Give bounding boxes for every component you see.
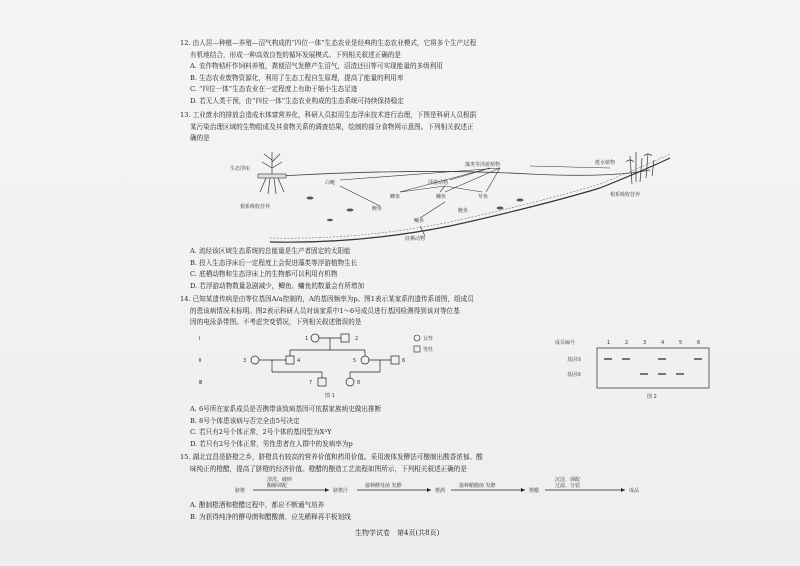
member-1: 1 [305, 336, 309, 342]
q14-stem-line: 因的电泳条带图。不考虑突变情况，下列相关叙述错误的是 [190, 318, 362, 327]
q14-option-c: C. 若只有2号个体正常，2号个体的基因型为XᴬY [190, 428, 332, 437]
electrophoresis-figure [555, 336, 715, 402]
fig2-col-2: 2 [625, 340, 629, 346]
q14-options [190, 404, 750, 450]
q14-option-a: A. 6号所在家系成员是否携带该致病基因可依据家族病史做出推断 [190, 405, 382, 413]
q12-stem-line: 有机地结合，形成一种高效良性的循环发展模式。下列相关叙述正确的是 [190, 50, 401, 59]
q13-stem-line: 确的是 [190, 134, 210, 143]
label-bighead: 鳙鱼 [414, 218, 425, 224]
member-8: 8 [357, 380, 361, 386]
svg-text:接种醋酸菌 发酵: 接种醋酸菌 发酵 [459, 483, 496, 489]
q13-stem-line: 13. 工业废水的排放会造成水体富营养化，科研人员拟用生态浮床技术进行治理，下图是科研人员根据 [180, 111, 477, 119]
q13-option-a: A. 流经该区域生态系统的总能量是生产者固定的太阳能 [190, 247, 351, 255]
q15-option-b: B. 为获得纯净的酵母菌和醋酸菌，应先稀释再平板划线 [190, 512, 351, 521]
q15-stem-line: 15. 湖北宜昌是脐橙之乡，脐橙具有较高的营养价值和药用价值。采用液体发酵法可酿制出酸香浓郁、酸 [180, 453, 483, 461]
q13-option-c: C. 底栖动物和生态浮床上的生物都可以利用有机物 [190, 270, 338, 279]
svg-text:沉淀、调配: 沉淀、调配 [555, 477, 581, 483]
q13-option-b: B. 投入生态浮床后一定程度上会促进藻类等浮游植物生长 [190, 258, 358, 267]
q15-stem-line: 味纯正的橙醋，提高了脐橙的经济价值。橙醋的酿造工艺流程如图所示，下列相关叙述正确的是 [190, 464, 467, 473]
fig2-col-5: 5 [679, 340, 683, 346]
question-13 [180, 110, 740, 145]
pedigree-figure [195, 332, 535, 400]
label-fish3: 草鱼 [478, 194, 489, 200]
flow-step-2: 脐橙汁 [333, 488, 349, 494]
q12-option-d: D. 若无人类干预，由“四位一体”生态农业构成的生态系统可持续保持稳定 [190, 96, 404, 105]
q14-stem-line: 14. 已知某遗传病是由等位基因A/a控制的，A的基因频率为p。图1表示某家系的遗传系谱图，组成员 [180, 295, 474, 303]
member-4: 4 [297, 358, 301, 364]
gen-II-label: Ⅱ [199, 358, 202, 364]
label-reed: 挺水植物 [595, 160, 616, 166]
flow-step-1: 脐橙 [235, 488, 246, 494]
q12-option-b: B. 生态农业废物资源化，利用了生态工程自生原理，提高了能量的利用率 [190, 73, 404, 82]
fig2-col-6: 6 [697, 340, 701, 346]
question-12 [180, 38, 740, 108]
label-root-reed: 根系吸收营养 [610, 192, 641, 198]
label-white-fish: 白鲢 [325, 180, 336, 186]
food-web-figure [200, 148, 680, 246]
label-plankton: 藻类等浮游植物 [465, 162, 501, 168]
flow-step-3: 橙酒 [435, 488, 446, 494]
q12-option-c: C. “四位一体”生态农业在一定程度上有助于缩小生态足迹 [190, 85, 358, 94]
svg-text:酶解调配: 酶解调配 [267, 483, 288, 489]
fig2-header: 成员编号 [555, 340, 576, 346]
member-7: 7 [309, 380, 313, 386]
q13-options [190, 246, 750, 292]
member-6: 6 [402, 358, 406, 364]
member-5: 5 [353, 358, 357, 364]
q15-option-a: A. 酿制橙酒和橙醋过程中，都应不断通气培养 [190, 501, 325, 509]
page-footer: 生物学试卷 第4页(共8页) [355, 529, 440, 537]
q12-option-a: A. 农作物秸秆作饲料养殖，粪便沼气发酵产生沼气，沼渣还田等可实现能量的多级利用 [190, 62, 443, 71]
flow-step-4: 橙醋 [529, 488, 540, 494]
gen-I-label: Ⅰ [199, 336, 201, 342]
label-silver-carp: 鲢鱼 [458, 208, 469, 214]
label-benthic: 底栖动物 [405, 236, 426, 242]
legend-female: 女性 [423, 336, 434, 342]
flow-step-5: 成品 [629, 488, 640, 494]
label-fish1: 鲫鱼 [390, 194, 401, 200]
question-14 [180, 294, 740, 329]
label-fish2: 鳙鱼 [436, 194, 447, 200]
fig2-row-2: 基因② [567, 372, 582, 378]
question-15 [180, 452, 740, 475]
q12-stem-line: 12. 由人居—种植—养殖—沼气构成的“四位一体”生态农业是经典的生态农业模式，它将多个生产过程 [180, 39, 477, 47]
label-floating-bed: 生态浮床 [230, 166, 251, 172]
q14-option-d: D. 若只有2号个体正常，男性患者在人群中的发病率为p [190, 439, 353, 448]
fig2-col-1: 1 [607, 340, 611, 346]
member-3: 3 [243, 358, 247, 364]
q14-option-b: B. 8号个体患该病与否完全由5号决定 [190, 416, 300, 425]
svg-text:清洗、破碎: 清洗、破碎 [267, 477, 293, 483]
q14-stem-line: 的患该病情况未标明。图2表示科研人员对该家系中1～6号成员进行基因检测得到该对等位基 [190, 306, 460, 315]
gen-III-label: Ⅲ [199, 380, 203, 386]
q15-options [190, 500, 750, 523]
label-carp: 鲤鱼 [372, 206, 383, 212]
fig2-col-4: 4 [661, 340, 665, 346]
fig1-caption: 图 1 [325, 393, 335, 399]
fig2-caption: 图 2 [647, 394, 657, 400]
svg-text:过滤、分装: 过滤、分装 [555, 483, 581, 489]
fig2-col-3: 3 [643, 340, 647, 346]
fig2-row-1: 基因① [567, 357, 582, 363]
process-flow [235, 474, 695, 500]
label-zooplankton: 浮游动物 [428, 180, 449, 186]
member-2: 2 [355, 336, 359, 342]
legend-male: 男性 [423, 347, 434, 353]
label-root-absorb: 根系吸收营养 [240, 204, 271, 210]
q13-stem-line: 某污染治理区域的生物组成及其食物关系的调查结果，绘制的部分食物网示意图。下列相关叙述正 [190, 122, 474, 131]
svg-text:接种酵母菌 发酵: 接种酵母菌 发酵 [365, 483, 402, 489]
q13-option-d: D. 若浮游动物数量急剧减少，鲫鱼、鳙鱼的数量会有所增加 [190, 281, 365, 290]
